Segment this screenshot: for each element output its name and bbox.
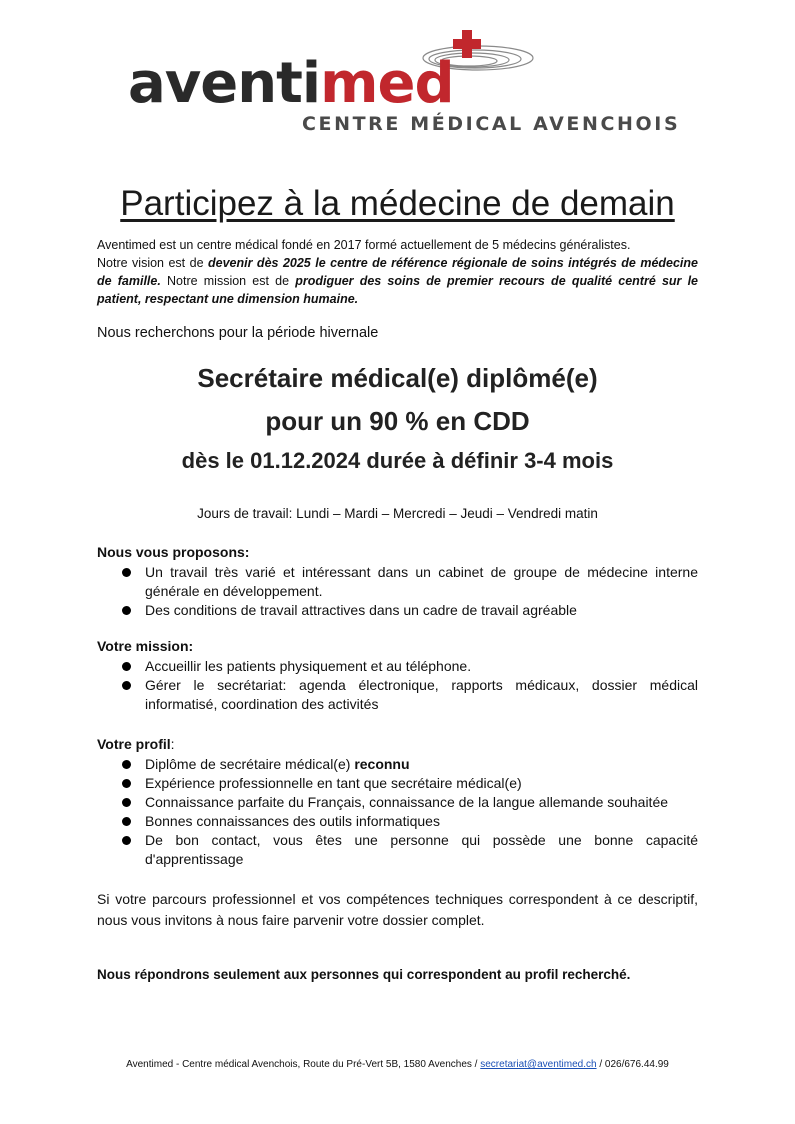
intro-vision-mission xyxy=(97,254,698,308)
list-item-text: Expérience professionnelle en tant que secrétaire médical(e) xyxy=(145,775,522,791)
bullet-icon xyxy=(122,681,131,690)
page-title: Participez à la médecine de demain xyxy=(120,184,675,223)
bullet-icon xyxy=(122,760,131,769)
logo-word-red: med xyxy=(320,51,454,116)
footer xyxy=(0,1059,795,1070)
mission-heading: Votre mission: xyxy=(97,638,194,654)
offer-heading: Nous vous proposons: xyxy=(97,544,250,560)
closing-paragraph: Si votre parcours professionnel et vos compétences techniques correspondent à ce descriptif, nous vous invitons à nous faire parvenir votre dossier complet. xyxy=(97,891,698,928)
list-item xyxy=(97,755,698,774)
list-item xyxy=(97,774,698,793)
job-rate: pour un 90 % en CDD xyxy=(265,406,530,436)
profile-heading-colon: : xyxy=(170,736,175,752)
list-item-text: Accueillir les patients physiquement et au téléphone. xyxy=(145,658,472,674)
job-title: Secrétaire médical(e) diplômé(e) xyxy=(197,363,598,393)
logo-word-dark: aventi xyxy=(128,51,321,116)
list-item-text: Un travail très varié et intéressant dans un cabinet de groupe de médecine interne générale en développement. xyxy=(145,564,698,599)
offer-list xyxy=(97,563,698,620)
work-days: Jours de travail: Lundi – Mardi – Mercredi – Jeudi – Vendredi matin xyxy=(197,506,598,521)
list-item-emphasis: reconnu xyxy=(354,756,410,772)
intro-text: Notre vision est de xyxy=(97,256,208,270)
bullet-icon xyxy=(122,817,131,826)
bullet-icon xyxy=(122,798,131,807)
bullet-icon xyxy=(122,779,131,788)
list-item xyxy=(97,676,698,714)
list-item-text: Connaissance parfaite du Français, connaissance de la langue allemande souhaitée xyxy=(145,794,669,810)
intro-vision: devenir dès 2025 le centre de référence régionale de soins intégrés de médecine de famille. xyxy=(97,256,698,288)
intro-mission: prodiguer des soins de premier recours de qualité centré sur le patient, respectant une dimension humaine. xyxy=(97,274,699,306)
list-item xyxy=(97,601,698,620)
list-item-text: Des conditions de travail attractives dans un cadre de travail agréable xyxy=(145,602,577,618)
intro-line-1: Aventimed est un centre médical fondé en 2017 formé actuellement de 5 médecins généralistes. xyxy=(97,238,631,252)
list-item xyxy=(97,657,698,676)
intro-paragraph xyxy=(97,236,698,308)
job-start-date: dès le 01.12.2024 durée à définir 3-4 mois xyxy=(181,448,614,473)
list-item-text: De bon contact, vous êtes une personne qui possède une bonne capacité d'apprentissage xyxy=(145,832,698,867)
logo-subtitle: CENTRE MÉDICAL AVENCHOIS xyxy=(302,113,681,135)
list-item xyxy=(97,812,698,831)
profile-heading xyxy=(97,736,175,752)
intro-text: Notre mission est de xyxy=(160,274,296,288)
list-item-text: Diplôme de secrétaire médical(e) xyxy=(145,756,355,772)
bullet-icon xyxy=(122,606,131,615)
mission-list xyxy=(97,657,698,714)
list-item xyxy=(97,563,698,601)
profile-heading-text: Votre profil xyxy=(97,736,171,752)
bullet-icon xyxy=(122,836,131,845)
list-item-text: Gérer le secrétariat: agenda électronique, rapports médicaux, dossier médical informatisé, coordination des activités xyxy=(145,677,698,712)
bullet-icon xyxy=(122,662,131,671)
profile-list xyxy=(97,755,698,869)
list-item xyxy=(97,831,698,869)
list-item-text: Bonnes connaissances des outils informatiques xyxy=(145,813,440,829)
lead-text: Nous recherchons pour la période hivernale xyxy=(97,325,379,341)
list-item xyxy=(97,793,698,812)
footer-address: Aventimed - Centre médical Avenchois, Route du Pré-Vert 5B, 1580 Avenches / xyxy=(126,1059,481,1070)
logo-wordmark xyxy=(128,51,454,116)
notice-text: Nous répondrons seulement aux personnes qui correspondent au profil recherché. xyxy=(97,967,631,982)
bullet-icon xyxy=(122,568,131,577)
footer-email-link[interactable]: secretariat@aventimed.ch xyxy=(480,1059,597,1070)
footer-phone: / 026/676.44.99 xyxy=(596,1059,669,1070)
